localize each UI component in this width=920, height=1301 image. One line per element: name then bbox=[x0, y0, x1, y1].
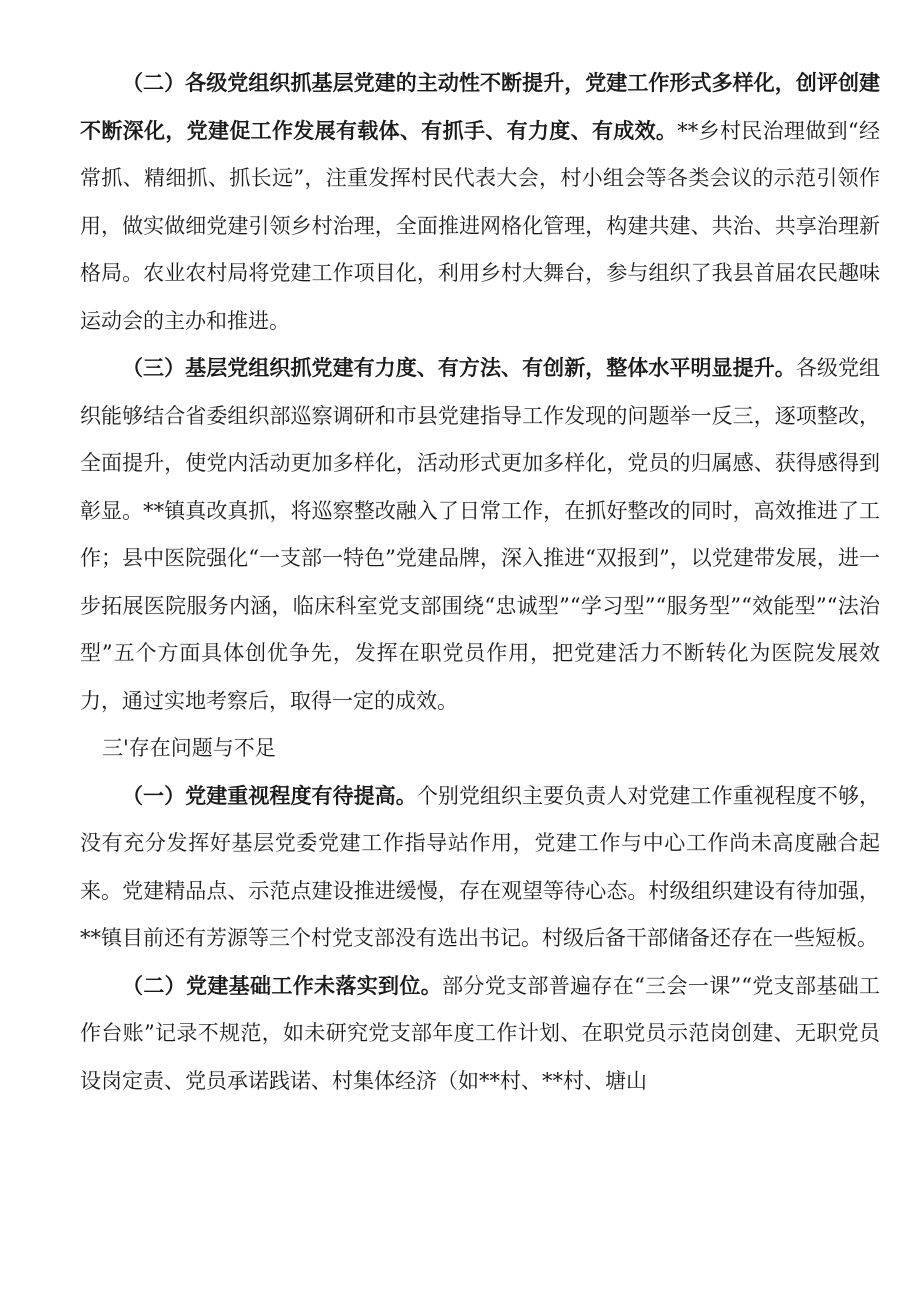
paragraph-body: 部分党支部普遍存在“三会一课”“党支部基础工作台账”记录不规范，如未研究党支部年度工作计划、在职党员示范岗创建、无职党员设岗定责、党员承诺践诺、村集体经济（如**村、**村、塘山 bbox=[80, 973, 881, 1093]
paragraph-lead: （二）党建基础工作未落实到位。 bbox=[122, 973, 443, 998]
paragraph-3 bbox=[80, 345, 880, 725]
paragraph-2 bbox=[80, 60, 880, 345]
document-page bbox=[80, 60, 880, 1105]
section-heading: 三'存在问题与不足 bbox=[102, 736, 276, 760]
paragraph-body: **乡村民治理做到“经常抓、精细抓、抓长远”，注重发挥村民代表大会，村小组会等各类会议的示范引领作用，做实做细党建引领乡村治理，全面推进网格化管理，构建共建、共治、共享治理新格局。农业农村局将党建工作项目化，利用乡村大舞台，参与组织了我县首届农民趣味运动会的主办和推进。 bbox=[80, 118, 880, 333]
paragraph-body: 个别党组织主要负责人对党建工作重视程度不够，没有充分发挥好基层党委党建工作指导站作用，党建工作与中心工作尚未高度融合起来。党建精品点、示范点建设推进缓慢，存在观望等待心态。村级组织建设有待加强，**镇目前还有芳源等三个村党支部没有选出书记。村级后备干部储备还存在一些短板。 bbox=[80, 783, 881, 950]
paragraph-lead: （三）基层党组织抓党建有力度、有方法、有创新，整体水平明显提升。 bbox=[122, 356, 796, 380]
problem-1 bbox=[80, 773, 880, 963]
problem-2 bbox=[80, 963, 880, 1106]
paragraph-lead: （二）各级党组织抓基层党建的主动性不断提升，党建工作形式多样化，创评创建不断深化，党建促工作发展有载体、有抓手、有力度、有成效。 bbox=[80, 71, 880, 143]
paragraph-body: 各级党组织能够结合省委组织部巡察调研和市县党建指导工作发现的问题举一反三，逐项整改，全面提升，使党内活动更加多样化，活动形式更加多样化，党员的归属感、获得感得到彰显。**镇真改真抓，将巡察整改融入了日常工作，在抓好整改的同时，高效推进了工作；县中医院强化“一支部一特色”党建品牌，深入推进“双报到”，以党建带发展，进一步拓展医院服务内涵，临床科室党支部围绕“忠诚型”“学习型”“服务型”“效能型”“法治型”五个方面具体创优争先，发挥在职党员作用，把党建活力不断转化为医院发展效力，通过实地考察后，取得一定的成效。 bbox=[80, 356, 880, 713]
paragraph-lead: （一）党建重视程度有待提高。 bbox=[122, 783, 417, 808]
